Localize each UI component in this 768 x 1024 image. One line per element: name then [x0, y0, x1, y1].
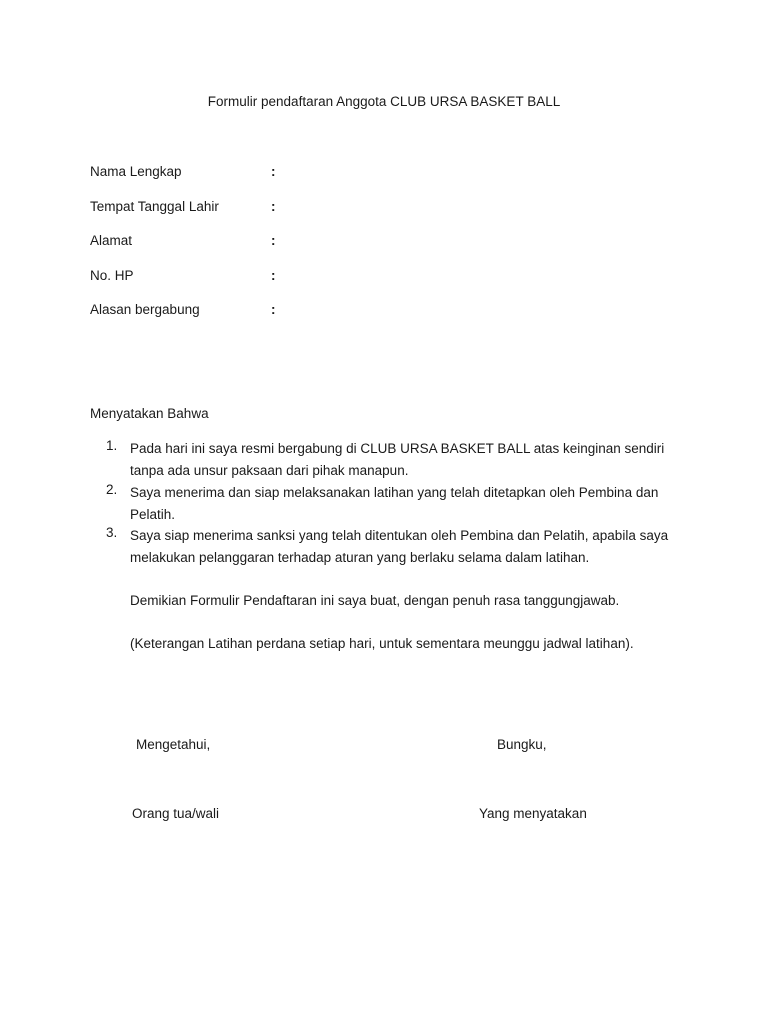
- field-no-hp: [90, 268, 390, 288]
- list-text: Pada hari ini saya resmi bergabung di CLUB URSA BASKET BALL atas keinginan sendiri tanpa ada unsur paksaan dari pihak manapun.: [130, 441, 665, 478]
- field-label: Tempat Tanggal Lahir: [90, 199, 219, 214]
- field-colon: :: [271, 233, 276, 248]
- closing-statement: Demikian Formulir Pendaftaran ini saya buat, dengan penuh rasa tanggungjawab.: [130, 593, 620, 608]
- list-number: 1.: [106, 438, 118, 453]
- list-text: Saya siap menerima sanksi yang telah ditentukan oleh Pembina dan Pelatih, apabila saya melakukan pelanggaran terhadap aturan yang berlaku selama dalam latihan.: [130, 528, 669, 565]
- field-nama-lengkap: [90, 164, 390, 184]
- field-tempat-tanggal-lahir: [90, 199, 390, 219]
- signature-guardian-label: Orang tua/wali: [132, 806, 220, 821]
- field-colon: :: [271, 164, 276, 179]
- field-label: Alamat: [90, 233, 133, 248]
- field-alamat: [90, 233, 390, 253]
- field-label: Nama Lengkap: [90, 164, 182, 179]
- list-text: Saya menerima dan siap melaksanakan latihan yang telah ditetapkan oleh Pembina dan Pelatih.: [130, 485, 659, 522]
- signature-acknowledged-label: Mengetahui,: [136, 737, 211, 752]
- field-label: No. HP: [90, 268, 134, 283]
- field-label: Alasan bergabung: [90, 302, 200, 317]
- signature-place-label: Bungku,: [497, 737, 547, 752]
- training-note: (Keterangan Latihan perdana setiap hari, untuk sementara meunggu jadwal latihan).: [130, 636, 634, 651]
- list-number: 2.: [106, 482, 118, 497]
- field-colon: :: [271, 302, 276, 317]
- signature-declarant-label: Yang menyatakan: [479, 806, 587, 821]
- list-number: 3.: [106, 525, 118, 540]
- form-title: Formulir pendaftaran Anggota CLUB URSA BASKET BALL: [207, 94, 561, 109]
- field-alasan-bergabung: [90, 302, 390, 322]
- statement-heading: Menyatakan Bahwa: [90, 406, 209, 421]
- field-colon: :: [271, 199, 276, 214]
- field-colon: :: [271, 268, 276, 283]
